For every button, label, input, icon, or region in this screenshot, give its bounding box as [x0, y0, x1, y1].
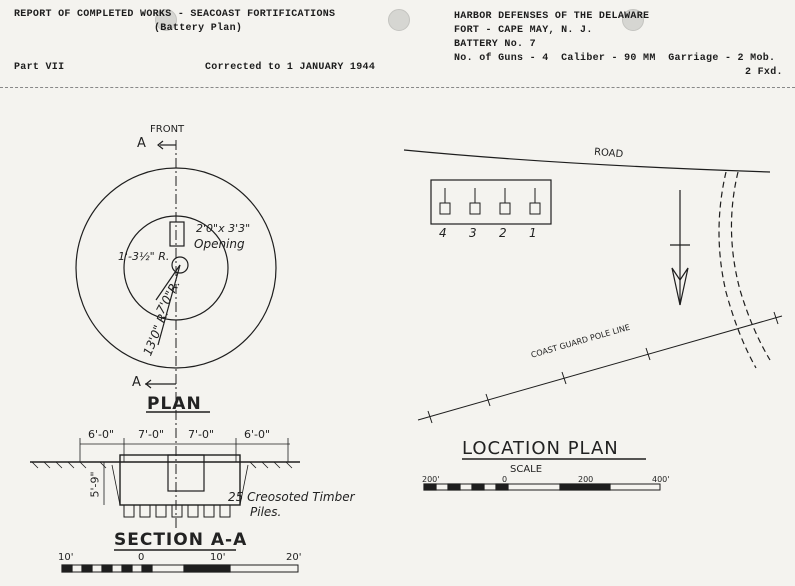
section-height-dim: 5'-9" — [88, 471, 102, 498]
section-title: SECTION A-A — [114, 530, 248, 550]
corrected-date: Corrected to 1 JANUARY 1944 — [205, 62, 376, 73]
radius-small-label: 1'-3½" R. — [118, 250, 170, 263]
road-label: ROAD — [593, 146, 624, 161]
piles-note: Piles. — [250, 505, 282, 519]
location-scale-title: SCALE — [510, 464, 543, 475]
section-dim-3: 7'-0" — [188, 428, 215, 441]
location-scale-label-2: 0 — [502, 475, 508, 484]
opening-rect — [170, 222, 184, 246]
section-scale-label-1: 10' — [58, 552, 74, 563]
section-dim-4: 6'-0" — [244, 428, 271, 441]
gun-number-3: 3 — [469, 226, 477, 240]
radius-large-label: 13'0" R. — [140, 308, 172, 358]
header-title: REPORT OF COMPLETED WORKS - SEACOAST FORTIFICATIONS — [14, 9, 336, 20]
gun-details-fixed: 2 Fxd. — [745, 67, 783, 78]
part-label: Part VII — [14, 62, 65, 73]
section-scale-label-3: 10' — [210, 552, 226, 563]
section-dim-2: 7'-0" — [138, 428, 165, 441]
location-scale-label-4: 400' — [652, 475, 670, 484]
battery-number: BATTERY No. 7 — [454, 39, 536, 50]
gun-number-1: 1 — [529, 226, 537, 240]
location-scale-label-1: 200' — [422, 475, 440, 484]
radius-mid-label: 7'0"R. — [153, 277, 183, 317]
section-scale-label-2: 0 — [138, 552, 145, 563]
gun-number-4: 4 — [439, 226, 447, 240]
location-plan-title: LOCATION PLAN — [462, 438, 619, 459]
pole-line-label: COAST GUARD POLE LINE — [530, 322, 632, 360]
location-scale-label-3: 200 — [578, 475, 594, 484]
header-subtitle: (Battery Plan) — [154, 23, 243, 34]
opening-label: Opening — [194, 237, 245, 251]
front-label: FRONT — [150, 124, 185, 135]
fort-name: FORT - CAPE MAY, N. J. — [454, 25, 593, 36]
section-mark-a-top: A — [137, 136, 146, 151]
gun-number-2: 2 — [499, 226, 507, 240]
harbor-defenses: HARBOR DEFENSES OF THE DELAWARE — [454, 11, 650, 22]
section-dim-1: 6'-0" — [88, 428, 115, 441]
gun-details: No. of Guns - 4 Caliber - 90 MM Garriage - 2 Mob. — [454, 53, 776, 64]
timber-note: 25 Creosoted Timber — [228, 490, 355, 504]
section-mark-a-bottom: A — [132, 375, 141, 390]
opening-dimensions: 2'0"x 3'3" — [196, 222, 251, 235]
plan-title: PLAN — [147, 394, 202, 414]
section-scale-label-4: 20' — [286, 552, 302, 563]
